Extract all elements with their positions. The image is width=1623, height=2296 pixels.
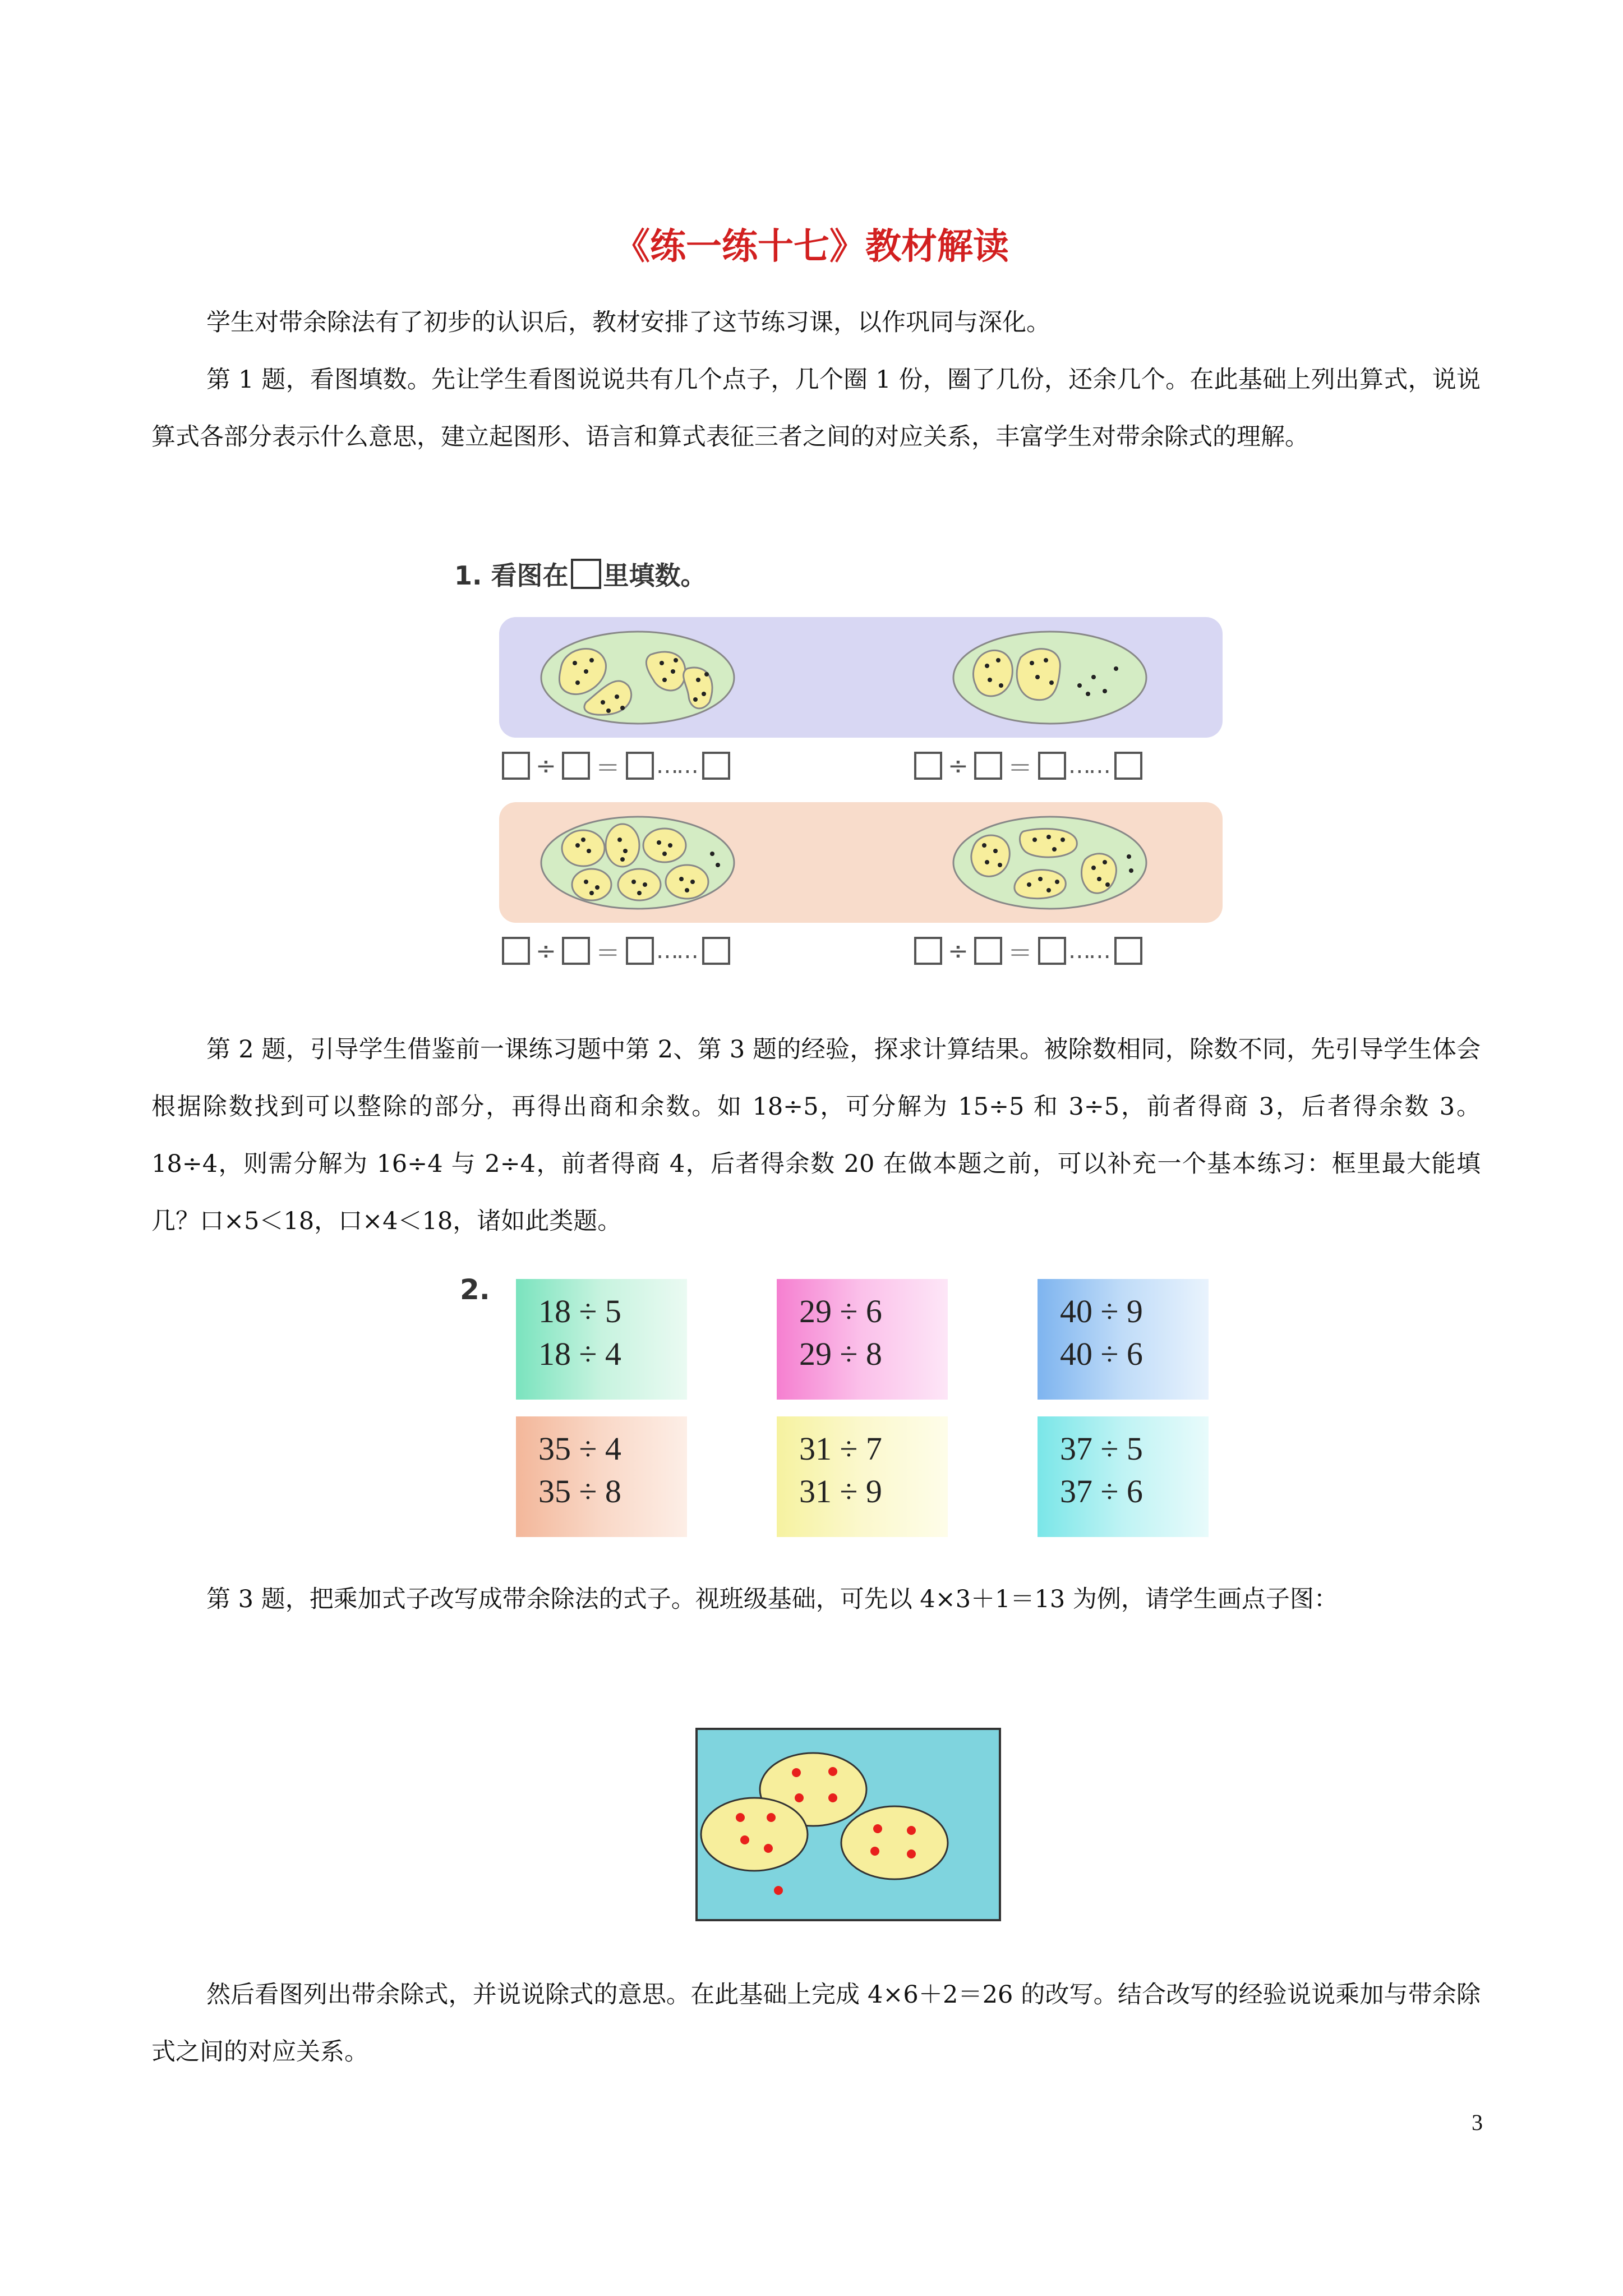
figure-3-dot-diagram bbox=[695, 1728, 1001, 1921]
answer-box[interactable] bbox=[502, 752, 530, 780]
divide-sign: ÷ bbox=[948, 936, 969, 965]
equals-sign: ＝ bbox=[1007, 939, 1032, 968]
figure-2-number: 2. bbox=[460, 1273, 490, 1306]
division-expression: 31 ÷ 9 bbox=[799, 1473, 882, 1510]
blank-box-icon bbox=[571, 559, 601, 589]
question2-paragraph: 第 2 题，引导学生借鉴前一课练习题中第 2、第 3 题的经验，探求计算结果。被除数相同，除数不同，先引导学生体会根据除数找到可以整除的部分，再得出商和余数。如 18÷5，可分解为 15÷5 和 3÷5，前者得商 3，后者得余数 3。18÷4，则需分解为 16÷4 与 2÷4，前者得商 4，后者得余数 20 在做本题之前，可以补充一个基本练习：框里最大能填几？口×5＜18，口×4＜18，诸如此类题。 bbox=[151, 1036, 1481, 1235]
figure-2 bbox=[449, 1273, 1234, 1531]
answer-box[interactable] bbox=[974, 937, 1002, 965]
division-equation bbox=[502, 749, 730, 783]
division-expression: 31 ÷ 7 bbox=[799, 1430, 882, 1467]
figure-1-bottom-band bbox=[499, 802, 1223, 923]
division-equation bbox=[914, 749, 1142, 783]
answer-box[interactable] bbox=[914, 752, 942, 780]
intro-paragraph: 学生对带余除法有了初步的认识后，教材安排了这节练习课，以作巩同与深化。 bbox=[206, 309, 1050, 337]
figure-1-top-band bbox=[499, 617, 1223, 738]
division-expression: 37 ÷ 5 bbox=[1060, 1430, 1143, 1467]
division-card bbox=[516, 1279, 687, 1400]
division-card bbox=[777, 1279, 948, 1400]
division-expression: 35 ÷ 8 bbox=[538, 1473, 621, 1510]
dot-group-oval bbox=[538, 629, 737, 726]
answer-box[interactable] bbox=[562, 937, 590, 965]
answer-box[interactable] bbox=[1114, 752, 1142, 780]
remainder-dots: …… bbox=[1068, 753, 1109, 779]
figure-1 bbox=[449, 555, 1228, 982]
answer-box[interactable] bbox=[1038, 752, 1066, 780]
figure-1-label-before: 1. 看图在 bbox=[454, 560, 569, 591]
equals-sign: ＝ bbox=[1007, 754, 1032, 783]
division-equation bbox=[914, 934, 1142, 968]
answer-box[interactable] bbox=[626, 752, 654, 780]
remainder-dots: …… bbox=[656, 753, 697, 779]
division-expression: 18 ÷ 5 bbox=[538, 1293, 621, 1329]
divide-sign: ÷ bbox=[536, 936, 556, 965]
remainder-dots: …… bbox=[1068, 938, 1109, 964]
answer-box[interactable] bbox=[702, 937, 730, 965]
question3-paragraph: 第 3 题，把乘加式子改写成带余除法的式子。视班级基础，可先以 4×3＋1＝13 为例，请学生画点子图： bbox=[206, 1585, 1338, 1613]
division-expression: 40 ÷ 6 bbox=[1060, 1336, 1143, 1372]
answer-box[interactable] bbox=[626, 937, 654, 965]
figure-1-label bbox=[454, 555, 707, 592]
dot-group-oval bbox=[951, 815, 1150, 911]
figure-1-label-after: 里填数。 bbox=[603, 560, 707, 591]
answer-box[interactable] bbox=[914, 937, 942, 965]
equals-sign: ＝ bbox=[595, 754, 620, 783]
answer-box[interactable] bbox=[502, 937, 530, 965]
division-expression: 37 ÷ 6 bbox=[1060, 1473, 1143, 1510]
division-card bbox=[1038, 1279, 1209, 1400]
answer-box[interactable] bbox=[974, 752, 1002, 780]
division-card bbox=[516, 1416, 687, 1537]
division-expression: 29 ÷ 8 bbox=[799, 1336, 882, 1372]
division-expression: 29 ÷ 6 bbox=[799, 1293, 882, 1329]
answer-box[interactable] bbox=[702, 752, 730, 780]
page-title: 《练一练十七》教材解读 bbox=[614, 226, 1009, 268]
dot-group-oval bbox=[951, 629, 1150, 726]
division-expression: 18 ÷ 4 bbox=[538, 1336, 621, 1372]
division-expression: 35 ÷ 4 bbox=[538, 1430, 621, 1467]
division-card bbox=[1038, 1416, 1209, 1537]
divide-sign: ÷ bbox=[948, 751, 969, 780]
division-equation bbox=[502, 934, 730, 968]
answer-box[interactable] bbox=[1114, 937, 1142, 965]
question1-paragraph: 第 1 题，看图填数。先让学生看图说说共有几个点子，几个圈 1 份，圈了几份，还余几个。在此基础上列出算式，说说算式各部分表示什么意思，建立起图形、语言和算式表征三者之间的对应关系，丰富学生对带余除式的理解。 bbox=[151, 366, 1481, 451]
division-expression: 40 ÷ 9 bbox=[1060, 1293, 1143, 1329]
remainder-dots: …… bbox=[656, 938, 697, 964]
answer-box[interactable] bbox=[562, 752, 590, 780]
equals-sign: ＝ bbox=[595, 939, 620, 968]
question3-followup-paragraph: 然后看图列出带余除式，并说说除式的意思。在此基础上完成 4×6＋2＝26 的改写。结合改写的经验说说乘加与带余除式之间的对应关系。 bbox=[151, 1981, 1481, 2066]
dot-group-oval bbox=[538, 815, 737, 911]
division-card bbox=[777, 1416, 948, 1537]
divide-sign: ÷ bbox=[536, 751, 556, 780]
answer-box[interactable] bbox=[1038, 937, 1066, 965]
page-number: 3 bbox=[1472, 2110, 1483, 2135]
